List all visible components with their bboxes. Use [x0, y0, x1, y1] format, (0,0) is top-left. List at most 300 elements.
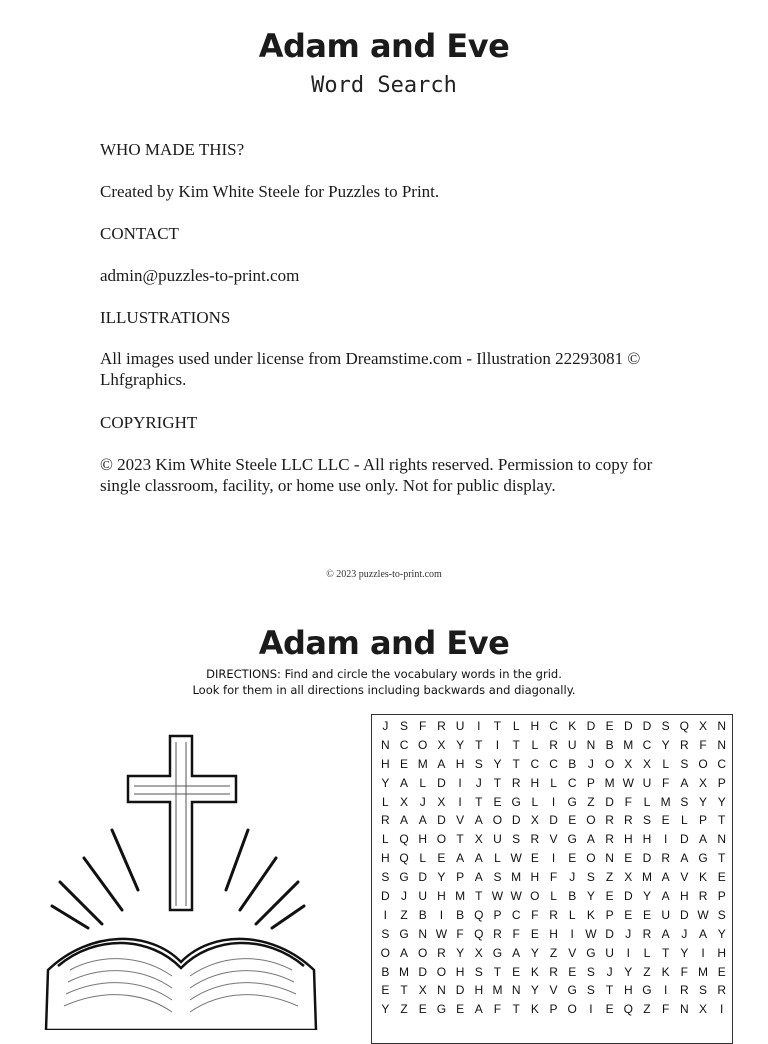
- grid-letter[interactable]: F: [419, 719, 427, 733]
- grid-letter[interactable]: Z: [605, 870, 614, 885]
- grid-letter[interactable]: R: [717, 983, 727, 998]
- grid-letter[interactable]: N: [717, 719, 727, 733]
- grid-letter[interactable]: U: [567, 737, 577, 752]
- grid-letter[interactable]: E: [642, 907, 651, 922]
- grid-letter[interactable]: G: [586, 945, 596, 960]
- grid-letter[interactable]: I: [551, 851, 556, 866]
- grid-letter[interactable]: D: [623, 889, 633, 904]
- grid-letter[interactable]: B: [381, 964, 390, 979]
- grid-letter[interactable]: E: [568, 813, 577, 828]
- grid-letter[interactable]: S: [586, 964, 595, 979]
- grid-letter[interactable]: Q: [399, 851, 409, 866]
- grid-letter[interactable]: Y: [437, 870, 446, 885]
- grid-letter[interactable]: P: [493, 907, 502, 922]
- grid-letter[interactable]: R: [605, 813, 614, 828]
- grid-letter[interactable]: M: [641, 870, 652, 885]
- grid-letter[interactable]: X: [624, 870, 633, 885]
- grid-letter[interactable]: I: [589, 1002, 593, 1017]
- grid-letter[interactable]: L: [512, 719, 520, 733]
- grid-letter[interactable]: O: [418, 945, 428, 960]
- grid-letter[interactable]: N: [717, 832, 727, 847]
- grid-letter[interactable]: J: [401, 889, 408, 904]
- grid-letter[interactable]: N: [381, 737, 390, 752]
- grid-letter[interactable]: Z: [643, 1002, 651, 1017]
- grid-letter[interactable]: T: [718, 813, 726, 828]
- grid-letter[interactable]: L: [550, 889, 557, 904]
- grid-letter[interactable]: S: [586, 870, 595, 885]
- grid-letter[interactable]: W: [510, 889, 522, 904]
- grid-letter[interactable]: O: [418, 737, 428, 752]
- grid-letter[interactable]: L: [568, 907, 576, 922]
- grid-letter[interactable]: H: [549, 926, 558, 941]
- grid-letter[interactable]: T: [456, 832, 464, 847]
- grid-letter[interactable]: Z: [643, 964, 651, 979]
- grid-letter[interactable]: A: [661, 870, 670, 885]
- grid-letter[interactable]: T: [661, 945, 670, 960]
- grid-letter[interactable]: D: [549, 813, 558, 828]
- grid-letter[interactable]: O: [530, 889, 540, 904]
- grid-letter[interactable]: W: [622, 775, 634, 790]
- grid-letter[interactable]: J: [475, 775, 482, 790]
- grid-letter[interactable]: O: [604, 756, 615, 771]
- grid-letter[interactable]: U: [642, 775, 652, 790]
- grid-letter[interactable]: A: [437, 756, 446, 771]
- grid-letter[interactable]: B: [568, 889, 577, 904]
- grid-letter[interactable]: Y: [381, 775, 390, 790]
- grid-letter[interactable]: T: [512, 756, 520, 771]
- grid-letter[interactable]: I: [477, 719, 481, 733]
- grid-letter[interactable]: D: [605, 794, 614, 809]
- grid-letter[interactable]: S: [642, 813, 651, 828]
- grid-letter[interactable]: P: [717, 775, 726, 790]
- grid-letter[interactable]: L: [382, 794, 389, 809]
- grid-letter[interactable]: E: [605, 1002, 614, 1017]
- grid-letter[interactable]: J: [569, 870, 576, 885]
- grid-letter[interactable]: I: [570, 926, 574, 941]
- grid-letter[interactable]: J: [625, 926, 632, 941]
- grid-letter[interactable]: H: [623, 983, 633, 998]
- grid-letter[interactable]: B: [568, 756, 577, 771]
- grid-letter[interactable]: Y: [717, 926, 726, 941]
- grid-letter[interactable]: H: [437, 889, 446, 904]
- grid-letter[interactable]: Y: [624, 964, 633, 979]
- grid-letter[interactable]: O: [586, 851, 596, 866]
- grid-letter[interactable]: L: [643, 794, 651, 809]
- grid-letter[interactable]: K: [661, 964, 670, 979]
- grid-letter[interactable]: X: [474, 945, 483, 960]
- grid-letter[interactable]: U: [455, 719, 465, 733]
- grid-letter[interactable]: C: [530, 756, 540, 771]
- grid-letter[interactable]: I: [458, 794, 462, 809]
- grid-letter[interactable]: U: [418, 889, 428, 904]
- grid-letter[interactable]: R: [680, 737, 689, 752]
- grid-letter[interactable]: S: [474, 756, 483, 771]
- grid-letter[interactable]: G: [642, 983, 652, 998]
- grid-letter[interactable]: X: [437, 794, 446, 809]
- grid-letter[interactable]: A: [680, 775, 689, 790]
- grid-letter[interactable]: A: [586, 832, 595, 847]
- grid-letter[interactable]: K: [530, 1002, 539, 1017]
- grid-letter[interactable]: R: [642, 926, 652, 941]
- grid-letter[interactable]: E: [381, 983, 390, 998]
- grid-letter[interactable]: N: [418, 926, 428, 941]
- grid-letter[interactable]: J: [587, 756, 594, 771]
- grid-letter[interactable]: Y: [699, 794, 708, 809]
- grid-letter[interactable]: D: [680, 907, 689, 922]
- grid-letter[interactable]: E: [624, 851, 633, 866]
- grid-letter[interactable]: Q: [399, 832, 409, 847]
- grid-letter[interactable]: R: [511, 775, 521, 790]
- grid-letter[interactable]: C: [549, 756, 558, 771]
- grid-letter[interactable]: A: [400, 775, 409, 790]
- grid-letter[interactable]: W: [491, 889, 504, 904]
- grid-letter[interactable]: P: [605, 907, 614, 922]
- grid-letter[interactable]: L: [419, 775, 427, 790]
- grid-letter[interactable]: M: [455, 889, 466, 904]
- grid-letter[interactable]: H: [623, 832, 633, 847]
- grid-letter[interactable]: F: [456, 926, 464, 941]
- grid-letter[interactable]: Y: [586, 889, 595, 904]
- grid-letter[interactable]: S: [400, 719, 409, 733]
- grid-letter[interactable]: S: [474, 964, 483, 979]
- grid-letter[interactable]: H: [418, 832, 428, 847]
- grid-letter[interactable]: T: [400, 983, 408, 998]
- grid-letter[interactable]: Y: [493, 756, 502, 771]
- grid-letter[interactable]: W: [697, 907, 709, 922]
- grid-letter[interactable]: U: [605, 945, 614, 960]
- grid-letter[interactable]: D: [511, 813, 521, 828]
- grid-letter[interactable]: F: [661, 1002, 670, 1017]
- grid-letter[interactable]: X: [400, 794, 409, 809]
- grid-letter[interactable]: L: [531, 737, 539, 752]
- grid-letter[interactable]: S: [493, 870, 502, 885]
- grid-letter[interactable]: H: [717, 945, 727, 960]
- grid-letter[interactable]: H: [530, 775, 540, 790]
- grid-letter[interactable]: C: [717, 756, 727, 771]
- grid-letter[interactable]: T: [475, 737, 483, 752]
- grid-letter[interactable]: P: [717, 889, 726, 904]
- grid-letter[interactable]: O: [586, 813, 596, 828]
- grid-letter[interactable]: I: [626, 945, 630, 960]
- grid-letter[interactable]: M: [399, 964, 410, 979]
- grid-letter[interactable]: D: [623, 719, 633, 733]
- grid-letter[interactable]: X: [418, 983, 427, 998]
- grid-letter[interactable]: G: [492, 945, 503, 960]
- grid-letter[interactable]: R: [605, 832, 614, 847]
- grid-letter[interactable]: X: [642, 756, 651, 771]
- grid-letter[interactable]: T: [605, 983, 614, 998]
- grid-letter[interactable]: Q: [474, 907, 484, 922]
- grid-letter[interactable]: U: [493, 832, 502, 847]
- grid-letter[interactable]: W: [435, 926, 448, 941]
- grid-letter[interactable]: E: [568, 851, 577, 866]
- grid-letter[interactable]: H: [680, 889, 689, 904]
- grid-letter[interactable]: L: [681, 813, 688, 828]
- grid-letter[interactable]: O: [436, 832, 447, 847]
- grid-letter[interactable]: Q: [474, 926, 484, 941]
- grid-letter[interactable]: E: [400, 756, 409, 771]
- grid-letter[interactable]: K: [568, 719, 577, 733]
- grid-letter[interactable]: Z: [400, 907, 408, 922]
- grid-letter[interactable]: L: [531, 794, 539, 809]
- grid-letter[interactable]: D: [437, 813, 446, 828]
- grid-letter[interactable]: V: [568, 945, 577, 960]
- grid-letter[interactable]: X: [699, 1002, 708, 1017]
- grid-letter[interactable]: G: [399, 870, 409, 885]
- grid-letter[interactable]: P: [699, 813, 708, 828]
- grid-letter[interactable]: S: [512, 832, 521, 847]
- grid-letter[interactable]: E: [437, 851, 446, 866]
- grid-letter[interactable]: T: [493, 964, 502, 979]
- grid-letter[interactable]: E: [530, 851, 539, 866]
- grid-letter[interactable]: E: [717, 870, 726, 885]
- grid-letter[interactable]: S: [717, 907, 726, 922]
- grid-letter[interactable]: R: [437, 719, 446, 733]
- grid-letter[interactable]: O: [698, 756, 708, 771]
- grid-letter[interactable]: R: [549, 964, 558, 979]
- grid-letter[interactable]: T: [475, 794, 483, 809]
- grid-letter[interactable]: R: [549, 737, 558, 752]
- grid-letter[interactable]: E: [456, 1002, 465, 1017]
- grid-letter[interactable]: W: [510, 851, 522, 866]
- grid-letter[interactable]: E: [568, 964, 577, 979]
- grid-letter[interactable]: E: [605, 889, 614, 904]
- grid-letter[interactable]: I: [551, 794, 556, 809]
- grid-letter[interactable]: A: [474, 1002, 483, 1017]
- grid-letter[interactable]: S: [381, 926, 390, 941]
- grid-letter[interactable]: Y: [381, 1002, 390, 1017]
- grid-letter[interactable]: M: [623, 737, 634, 752]
- grid-letter[interactable]: G: [567, 983, 577, 998]
- grid-letter[interactable]: N: [605, 851, 614, 866]
- grid-letter[interactable]: B: [605, 737, 614, 752]
- grid-letter[interactable]: L: [419, 851, 427, 866]
- grid-letter[interactable]: I: [439, 907, 444, 922]
- grid-letter[interactable]: I: [663, 983, 668, 998]
- grid-letter[interactable]: Y: [530, 945, 539, 960]
- grid-letter[interactable]: H: [455, 964, 465, 979]
- grid-letter[interactable]: E: [661, 813, 670, 828]
- grid-letter[interactable]: R: [381, 813, 390, 828]
- grid-letter[interactable]: A: [456, 851, 465, 866]
- grid-letter[interactable]: L: [494, 851, 501, 866]
- grid-letter[interactable]: D: [642, 851, 652, 866]
- grid-letter[interactable]: R: [549, 907, 558, 922]
- grid-letter[interactable]: D: [437, 775, 446, 790]
- grid-letter[interactable]: E: [717, 964, 726, 979]
- grid-letter[interactable]: M: [511, 870, 522, 885]
- grid-letter[interactable]: R: [623, 813, 633, 828]
- grid-letter[interactable]: O: [492, 813, 503, 828]
- grid-letter[interactable]: H: [530, 719, 540, 733]
- grid-letter[interactable]: U: [661, 907, 670, 922]
- grid-letter[interactable]: A: [418, 813, 427, 828]
- grid-letter[interactable]: Z: [587, 794, 595, 809]
- grid-letter[interactable]: R: [698, 889, 708, 904]
- grid-letter[interactable]: H: [474, 983, 484, 998]
- grid-letter[interactable]: J: [382, 719, 389, 733]
- grid-letter[interactable]: G: [698, 851, 708, 866]
- grid-letter[interactable]: M: [417, 756, 428, 771]
- grid-letter[interactable]: A: [680, 851, 689, 866]
- grid-letter[interactable]: Y: [456, 737, 465, 752]
- grid-letter[interactable]: D: [418, 964, 428, 979]
- grid-letter[interactable]: Y: [717, 794, 726, 809]
- grid-letter[interactable]: O: [380, 945, 391, 960]
- grid-letter[interactable]: T: [718, 851, 726, 866]
- grid-letter[interactable]: S: [661, 719, 670, 733]
- grid-letter[interactable]: V: [680, 870, 689, 885]
- grid-letter[interactable]: F: [680, 964, 689, 979]
- grid-letter[interactable]: I: [663, 832, 668, 847]
- grid-letter[interactable]: Y: [456, 945, 465, 960]
- grid-letter[interactable]: H: [642, 832, 652, 847]
- grid-letter[interactable]: C: [567, 775, 577, 790]
- grid-letter[interactable]: E: [605, 719, 614, 733]
- grid-letter[interactable]: J: [681, 926, 688, 941]
- grid-letter[interactable]: D: [586, 719, 596, 733]
- grid-letter[interactable]: S: [699, 983, 708, 998]
- grid-letter[interactable]: G: [436, 1002, 447, 1017]
- grid-letter[interactable]: I: [720, 1002, 724, 1017]
- grid-letter[interactable]: R: [680, 983, 689, 998]
- grid-letter[interactable]: S: [680, 756, 689, 771]
- grid-letter[interactable]: N: [586, 737, 596, 752]
- grid-letter[interactable]: Y: [661, 737, 670, 752]
- grid-letter[interactable]: R: [437, 945, 446, 960]
- grid-letter[interactable]: A: [661, 889, 670, 904]
- grid-letter[interactable]: T: [493, 775, 502, 790]
- grid-letter[interactable]: A: [474, 851, 483, 866]
- grid-letter[interactable]: M: [660, 794, 671, 809]
- grid-letter[interactable]: K: [586, 907, 595, 922]
- grid-letter[interactable]: Z: [400, 1002, 408, 1017]
- grid-letter[interactable]: X: [624, 756, 633, 771]
- grid-letter[interactable]: F: [549, 870, 558, 885]
- grid-letter[interactable]: X: [474, 832, 483, 847]
- grid-letter[interactable]: A: [400, 945, 409, 960]
- grid-letter[interactable]: R: [530, 832, 540, 847]
- grid-letter[interactable]: F: [493, 1002, 502, 1017]
- grid-letter[interactable]: Q: [623, 1002, 633, 1017]
- grid-letter[interactable]: D: [605, 926, 614, 941]
- grid-letter[interactable]: D: [381, 889, 390, 904]
- grid-letter[interactable]: Y: [642, 889, 651, 904]
- grid-letter[interactable]: H: [381, 851, 390, 866]
- grid-letter[interactable]: A: [661, 926, 670, 941]
- grid-letter[interactable]: F: [624, 794, 632, 809]
- grid-letter[interactable]: Y: [530, 983, 539, 998]
- grid-letter[interactable]: O: [436, 964, 447, 979]
- grid-letter[interactable]: C: [642, 737, 652, 752]
- grid-letter[interactable]: E: [624, 907, 633, 922]
- grid-letter[interactable]: L: [643, 945, 651, 960]
- grid-letter[interactable]: G: [511, 794, 521, 809]
- grid-letter[interactable]: S: [586, 983, 595, 998]
- grid-letter[interactable]: A: [699, 926, 708, 941]
- grid-letter[interactable]: X: [530, 813, 539, 828]
- grid-letter[interactable]: B: [418, 907, 427, 922]
- grid-letter[interactable]: D: [418, 870, 428, 885]
- grid-letter[interactable]: O: [567, 1002, 577, 1017]
- grid-letter[interactable]: P: [549, 1002, 558, 1017]
- grid-letter[interactable]: V: [549, 983, 558, 998]
- grid-letter[interactable]: I: [383, 907, 388, 922]
- grid-letter[interactable]: N: [680, 1002, 689, 1017]
- grid-letter[interactable]: R: [661, 851, 670, 866]
- grid-letter[interactable]: M: [698, 964, 709, 979]
- grid-letter[interactable]: N: [511, 983, 521, 998]
- grid-letter[interactable]: Z: [549, 945, 558, 960]
- grid-letter[interactable]: H: [381, 756, 390, 771]
- grid-letter[interactable]: C: [549, 719, 558, 733]
- grid-letter[interactable]: G: [399, 926, 409, 941]
- grid-letter[interactable]: I: [701, 945, 705, 960]
- grid-letter[interactable]: F: [531, 907, 539, 922]
- grid-letter[interactable]: V: [456, 813, 465, 828]
- grid-letter[interactable]: N: [437, 983, 446, 998]
- grid-letter[interactable]: L: [662, 756, 669, 771]
- grid-letter[interactable]: A: [400, 813, 409, 828]
- grid-letter[interactable]: M: [492, 983, 503, 998]
- grid-letter[interactable]: B: [456, 907, 465, 922]
- grid-letter[interactable]: A: [474, 870, 483, 885]
- grid-letter[interactable]: K: [530, 964, 539, 979]
- grid-letter[interactable]: L: [382, 832, 389, 847]
- grid-letter[interactable]: I: [458, 775, 462, 790]
- grid-letter[interactable]: X: [699, 719, 708, 733]
- grid-letter[interactable]: F: [699, 737, 707, 752]
- grid-letter[interactable]: P: [586, 775, 595, 790]
- grid-letter[interactable]: T: [512, 737, 520, 752]
- grid-letter[interactable]: A: [474, 813, 483, 828]
- grid-letter[interactable]: W: [585, 926, 597, 941]
- grid-letter[interactable]: V: [549, 832, 558, 847]
- grid-letter[interactable]: D: [642, 719, 652, 733]
- grid-letter[interactable]: N: [717, 737, 727, 752]
- grid-letter[interactable]: E: [493, 794, 502, 809]
- grid-letter[interactable]: P: [456, 870, 465, 885]
- grid-letter[interactable]: G: [567, 794, 577, 809]
- grid-letter[interactable]: Y: [680, 945, 689, 960]
- grid-letter[interactable]: I: [495, 737, 500, 752]
- grid-letter[interactable]: J: [419, 794, 426, 809]
- grid-letter[interactable]: X: [699, 775, 708, 790]
- grid-letter[interactable]: T: [512, 1002, 520, 1017]
- grid-letter[interactable]: J: [606, 964, 613, 979]
- grid-letter[interactable]: M: [604, 775, 615, 790]
- grid-letter[interactable]: C: [399, 737, 409, 752]
- grid-letter[interactable]: K: [699, 870, 708, 885]
- grid-letter[interactable]: A: [512, 945, 521, 960]
- grid-letter[interactable]: C: [511, 907, 521, 922]
- grid-letter[interactable]: R: [493, 926, 502, 941]
- grid-letter[interactable]: E: [512, 964, 521, 979]
- grid-letter[interactable]: D: [680, 832, 689, 847]
- grid-letter[interactable]: E: [418, 1002, 427, 1017]
- grid-letter[interactable]: H: [530, 870, 540, 885]
- grid-letter[interactable]: S: [381, 870, 390, 885]
- grid-letter[interactable]: F: [661, 775, 670, 790]
- grid-letter[interactable]: F: [512, 926, 520, 941]
- grid-letter[interactable]: G: [567, 832, 577, 847]
- grid-letter[interactable]: L: [550, 775, 557, 790]
- grid-letter[interactable]: Q: [679, 719, 690, 733]
- grid-letter[interactable]: T: [493, 719, 502, 733]
- grid-letter[interactable]: H: [455, 756, 465, 771]
- grid-letter[interactable]: D: [455, 983, 465, 998]
- grid-letter[interactable]: E: [530, 926, 539, 941]
